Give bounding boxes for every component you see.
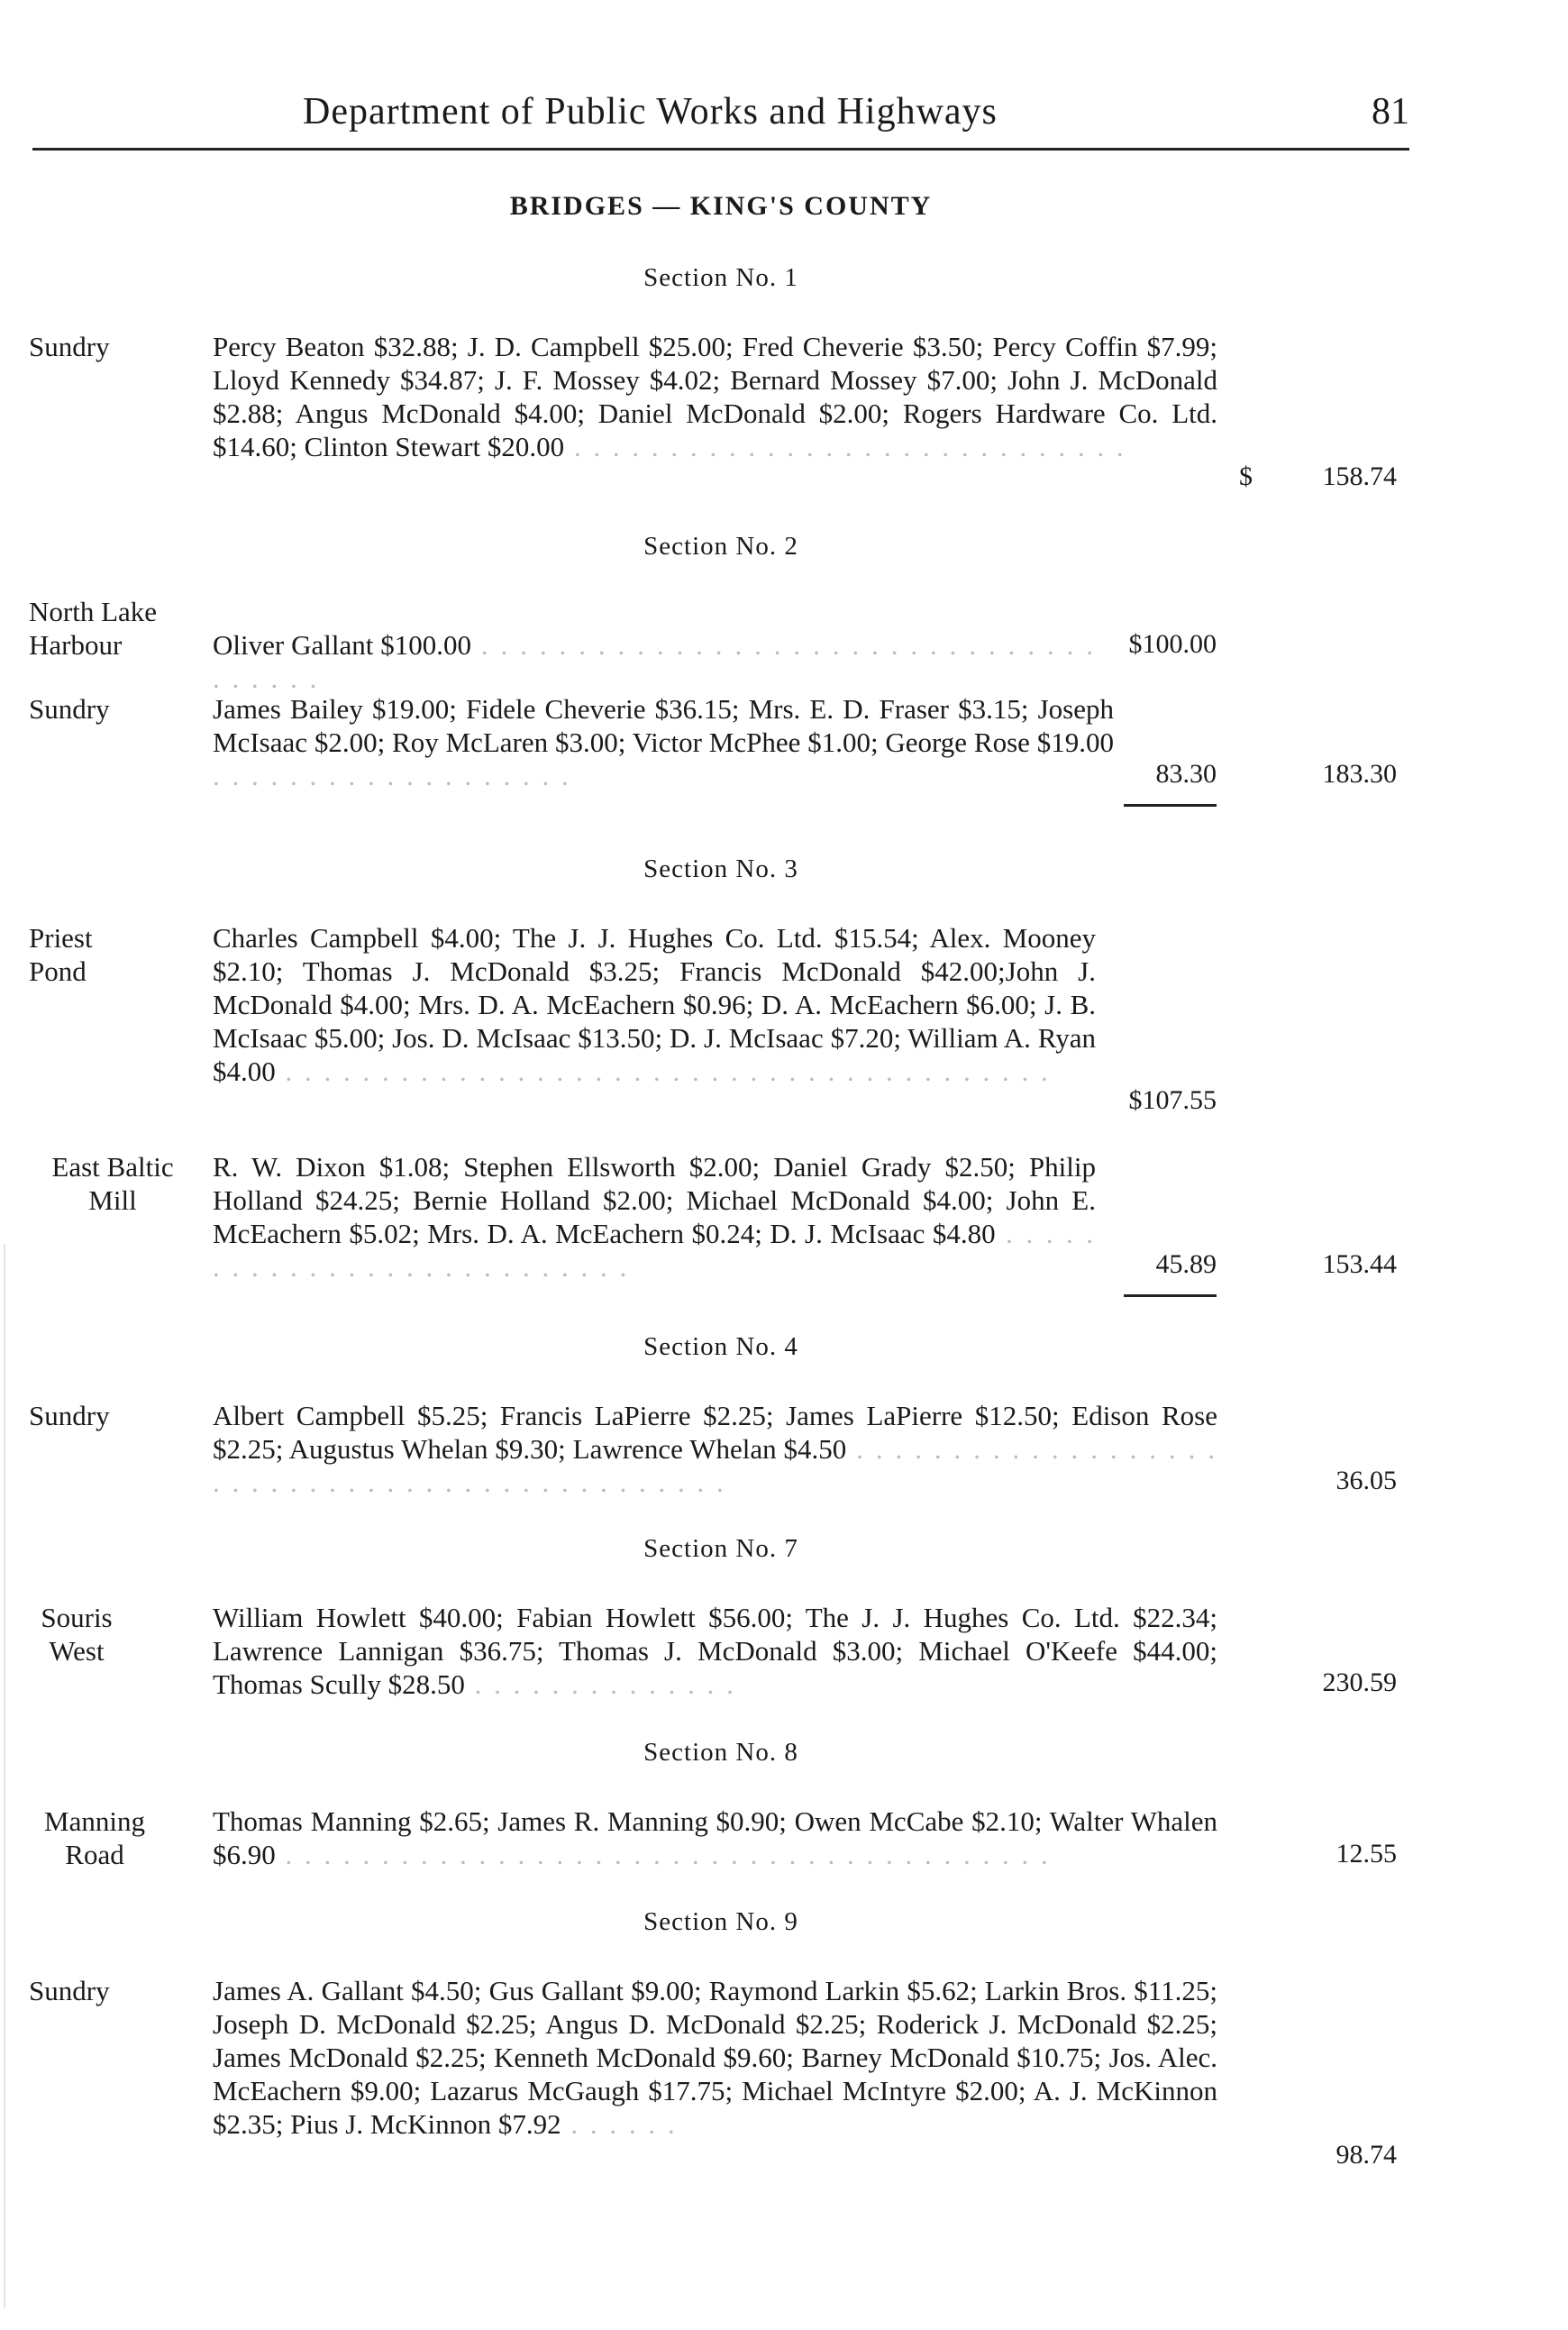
section-heading: Section No. 8 xyxy=(643,1738,798,1767)
leader-dots: . . . . . . . . . . . . . . . . . . . . . . . . . . . . . . . . . . . . . . xyxy=(213,629,1097,694)
entry-location: Manning Road xyxy=(44,1805,145,1870)
section-total: 36.05 xyxy=(1336,1466,1397,1495)
entry-location: Sundry xyxy=(29,331,110,362)
entry-subtotal: 83.30 xyxy=(1155,759,1217,789)
section-total: 183.30 xyxy=(1322,759,1397,789)
leader-dots: . . . . . . . . . . . . . . . . . . . . . . . . . . . . . . . . . . . . . . . . . . . . . . xyxy=(213,1433,1217,1498)
leader-dots: . . . . . . . . . . . . . . . . . . . xyxy=(213,760,571,791)
entry-text: Percy Beaton $32.88; J. D. Campbell $25.00; Fred Cheverie $3.50; Percy Coffin $7.99; Lloyd Kennedy $34.87; J. F. Mossey $4.02; Bernard Mossey $7.00; John J. McDonald $2.88; Angus McDonald $4.00; Daniel McDonald $2.00; Rogers Hardware Co. Ltd. $14.60; Clinton Stewart $20.00 . . . . . . . . . . . . . . . . . . . . . . . . . . . . . xyxy=(213,331,1217,462)
leader-dots: . . . . . . . . . . . . . . . . . . . . . . . . . . . . . xyxy=(564,431,1126,462)
entry-location: East Baltic Mill xyxy=(51,1151,174,1216)
page-number: 81 xyxy=(1372,91,1409,132)
entry-location: Souris West xyxy=(41,1602,113,1667)
entry-text: R. W. Dixon $1.08; Stephen Ellsworth $2.00; Daniel Grady $2.50; Philip Holland $24.25; Bernie Holland $2.00; Michael McDonald $4.00; John E. McEachern $5.02; Mrs. D. A. McEachern $0.24; D. J. McIsaac $4.80 . . . . . . . . . . . . . . . . . . . . . . . . . . . xyxy=(213,1151,1097,1283)
subtotal-rule xyxy=(1124,1294,1217,1297)
entry-text: Oliver Gallant $100.00 . . . . . . . . . . . . . . . . . . . . . . . . . . . . . . . . . . . . . . xyxy=(213,629,1097,694)
leader-dots: . . . . . . . . . . . . . . xyxy=(464,1668,736,1700)
page-title: Department of Public Works and Highways xyxy=(303,91,998,132)
leader-dots: . . . . . . . . . . . . . . . . . . . . . . . . . . . . . . . . . . . . . . . . xyxy=(275,1055,1051,1087)
entry-location: Sundry xyxy=(29,693,110,725)
scan-margin-shadow xyxy=(4,1244,5,2307)
currency-sign: $ xyxy=(1239,461,1253,491)
section-total: 153.44 xyxy=(1322,1249,1397,1279)
entry-text: James A. Gallant $4.50; Gus Gallant $9.00; Raymond Larkin $5.62; Larkin Bros. $11.25; Joseph D. McDonald $2.25; Angus D. McDonald $2.25; Roderick J. McDonald $2.25; James McDonald $2.25; Kenneth McDonald $9.60; Barney McDonald $10.75; Jos. Alec. McEachern $9.00; Lazarus McGaugh $17.75; Michael McIntyre $2.00; A. J. McKinnon $2.35; Pius J. McKinnon $7.92 . . . . . . xyxy=(213,1975,1217,2140)
section-heading: Section No. 3 xyxy=(643,854,798,883)
entry-subtotal: 45.89 xyxy=(1155,1249,1217,1279)
entry-text: Albert Campbell $5.25; Francis LaPierre $2.25; James LaPierre $12.50; Edison Rose $2.25; Augustus Whelan $9.30; Lawrence Whelan $4.50 . . . . . . . . . . . . . . . . . . . . . . . . . . . . . . . . . . . . . . . . . . . . . . xyxy=(213,1400,1217,1498)
leader-dots: . . . . . . . . . . . . . . . . . . . . . . . . . . . . . . . . . . . . . . . . xyxy=(275,1839,1051,1870)
entry-location: Sundry xyxy=(29,1400,110,1431)
entry-text: Charles Campbell $4.00; The J. J. Hughes Co. Ltd. $15.54; Alex. Mooney $2.10; Thomas J. McDonald $3.25; Francis McDonald $42.00;John J. McDonald $4.00; Mrs. D. A. McEachern $0.96; D. A. McEachern $6.00; J. B. McIsaac $5.00; Jos. D. McIsaac $13.50; D. J. McIsaac $7.20; William A. Ryan $4.00 . . . . . . . . . . . . . . . . . . . . . . . . . . . . . . . . . . . . . . . . xyxy=(213,922,1096,1087)
section-total: 230.59 xyxy=(1322,1668,1397,1697)
subtotal-rule xyxy=(1124,804,1217,807)
section-heading: Section No. 2 xyxy=(643,532,798,561)
entry-subtotal: $100.00 xyxy=(1128,629,1217,659)
section-total: 12.55 xyxy=(1336,1839,1397,1869)
entry-text: James Bailey $19.00; Fidele Cheverie $36.15; Mrs. E. D. Fraser $3.15; Joseph McIsaac $2.00; Roy McLaren $3.00; Victor McPhee $1.00; George Rose $19.00 . . . . . . . . . . . . . . . . . . . xyxy=(213,693,1114,791)
section-total: 98.74 xyxy=(1336,2140,1397,2170)
entry-text: Thomas Manning $2.65; James R. Manning $0.90; Owen McCabe $2.10; Walter Whalen $6.90 . . . . . . . . . . . . . . . . . . . . . . . . . . . . . . . . . . . . . . . . xyxy=(213,1805,1217,1870)
entry-location: North Lake Harbour xyxy=(29,596,158,661)
section-heading: Section No. 1 xyxy=(643,263,798,292)
section-heading: Section No. 9 xyxy=(643,1907,798,1936)
section-heading: Section No. 4 xyxy=(643,1332,798,1361)
entry-subtotal: $107.55 xyxy=(1128,1085,1217,1115)
leader-dots: . . . . . . xyxy=(561,2108,678,2140)
section-heading: Section No. 7 xyxy=(643,1534,798,1563)
section-total: 158.74 xyxy=(1322,461,1397,491)
entry-location: Priest Pond xyxy=(29,922,93,987)
entry-text: William Howlett $40.00; Fabian Howlett $56.00; The J. J. Hughes Co. Ltd. $22.34; Lawrence Lannigan $36.75; Thomas J. McDonald $3.00; Michael O'Keefe $44.00; Thomas Scully $28.50 . . . . . . . . . . . . . . xyxy=(213,1602,1217,1700)
main-heading: BRIDGES — KING'S COUNTY xyxy=(509,191,933,221)
entry-location: Sundry xyxy=(29,1975,110,2006)
leader-dots: . . . . . . . . . . . . . . . . . . . . . . . . . . . xyxy=(213,1218,1097,1283)
page-header xyxy=(32,90,1409,151)
